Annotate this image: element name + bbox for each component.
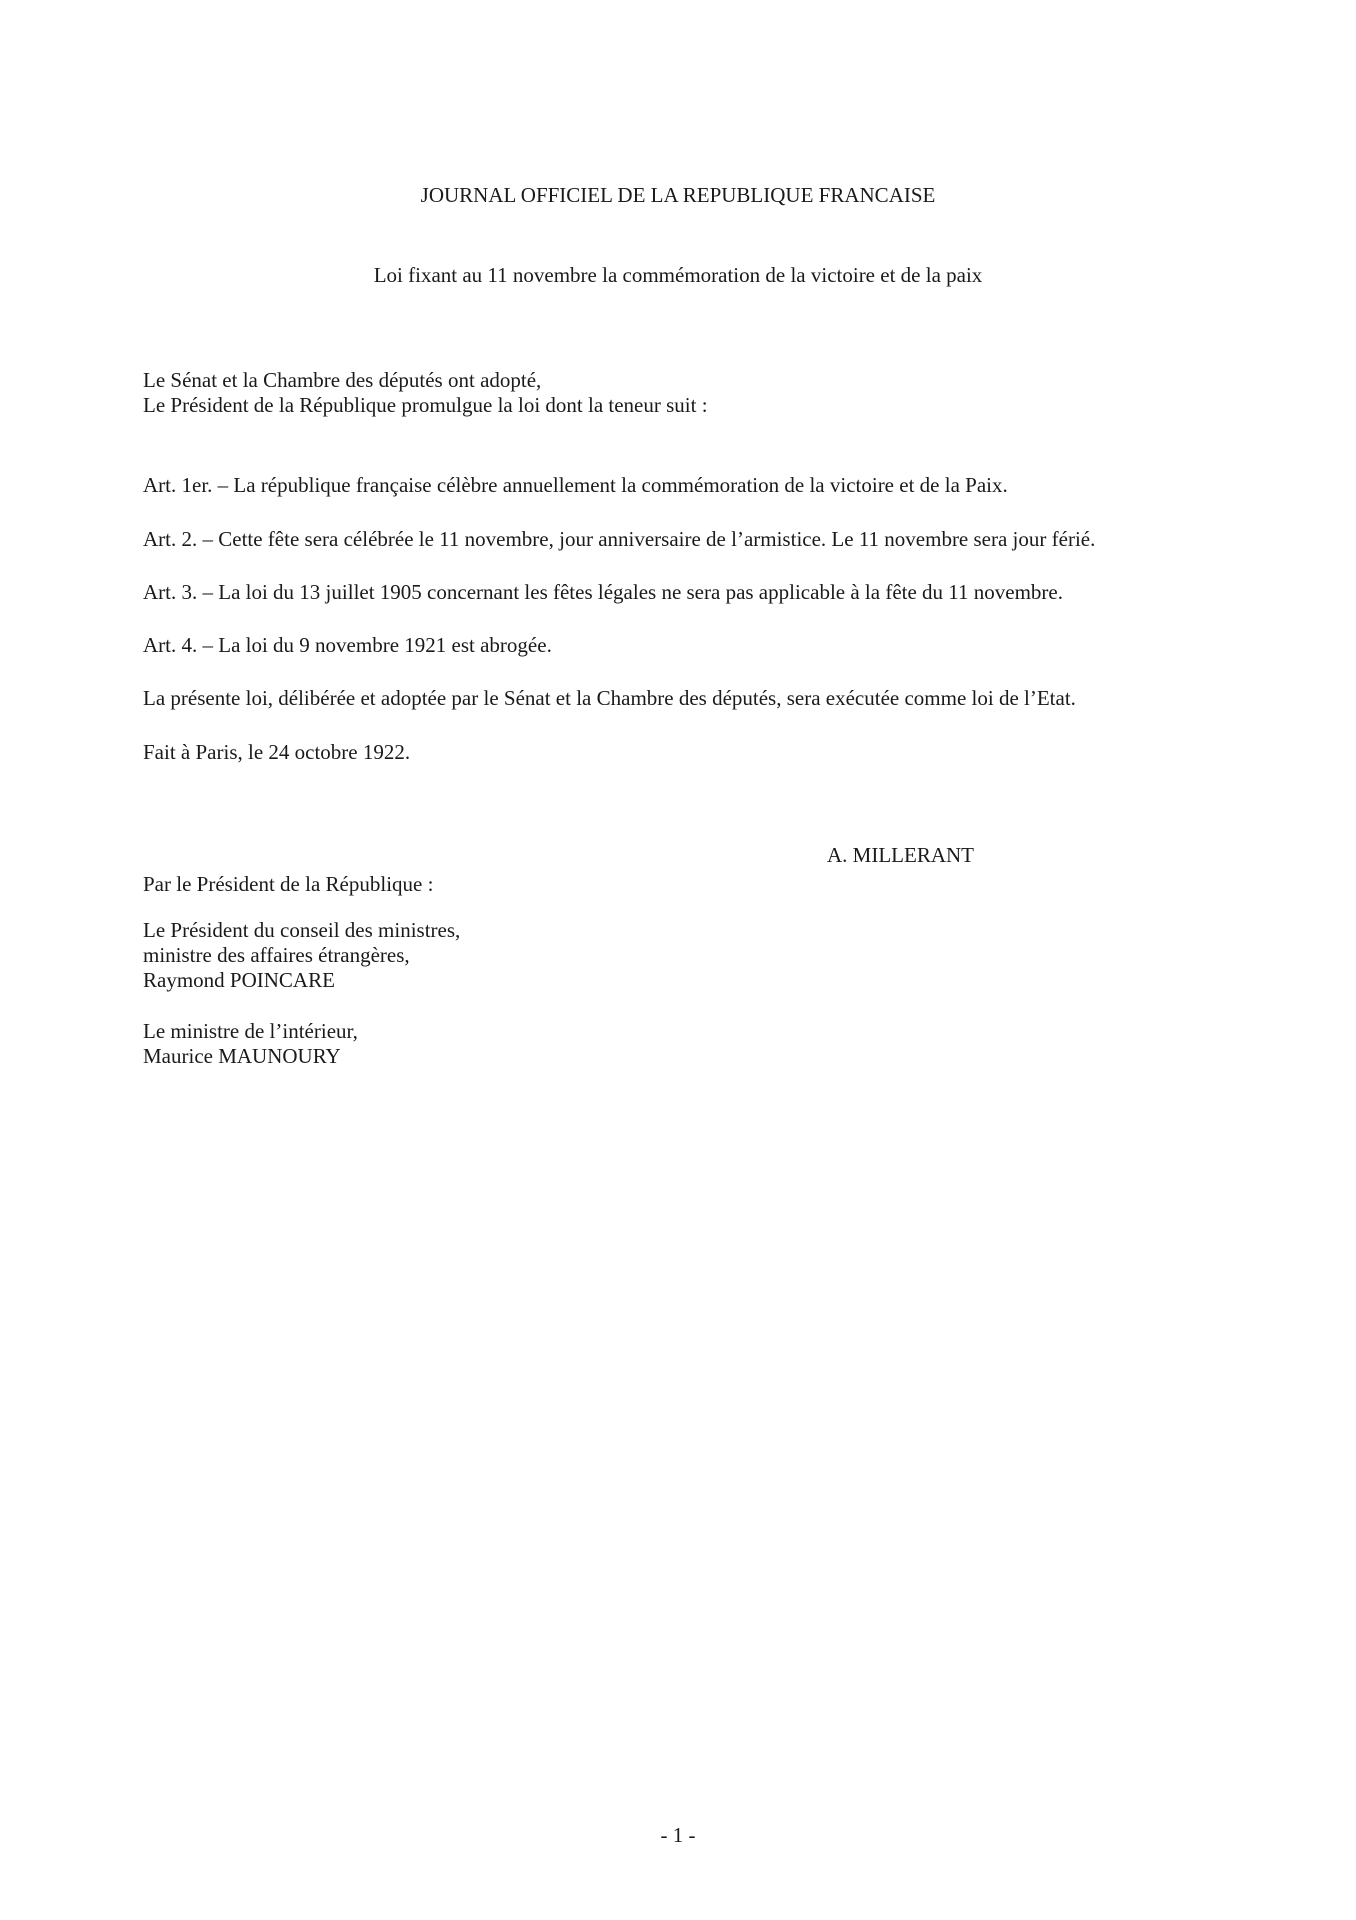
preamble-line-promulgation: Le Président de la République promulgue la loi dont la teneur suit : [143, 393, 708, 417]
interior-minister-signature [143, 1019, 358, 1069]
article-3: Art. 3. – La loi du 13 juillet 1905 concernant les fêtes légales ne sera pas applicable à la fête du 11 novembre. [143, 580, 1063, 604]
by-president-line: Par le Président de la République : [143, 872, 434, 896]
article-1: Art. 1er. – La république française célèbre annuellement la commémoration de la victoire et de la Paix. [143, 473, 1008, 497]
interior-minister-name: Maurice MAUNOURY [143, 1044, 341, 1068]
interior-minister-title: Le ministre de l’intérieur, [143, 1019, 358, 1043]
law-title: Loi fixant au 11 novembre la commémoration de la victoire et de la paix [373, 263, 983, 287]
execution-clause: La présente loi, délibérée et adoptée par le Sénat et la Chambre des députés, sera exécutée comme loi de l’Etat. [143, 686, 1076, 710]
council-president-name: Raymond POINCARE [143, 968, 335, 992]
journal-title: JOURNAL OFFICIEL DE LA REPUBLIQUE FRANCAISE [420, 183, 936, 207]
place-and-date: Fait à Paris, le 24 octobre 1922. [143, 740, 411, 764]
page-number: - 1 - [660, 1823, 696, 1847]
president-signature: A. MILLERANT [827, 843, 974, 867]
foreign-affairs-title: ministre des affaires étrangères, [143, 943, 410, 967]
council-president-title: Le Président du conseil des ministres, [143, 918, 461, 942]
preamble [143, 368, 708, 418]
article-4: Art. 4. – La loi du 9 novembre 1921 est abrogée. [143, 633, 552, 657]
preamble-line-adopted: Le Sénat et la Chambre des députés ont adopté, [143, 368, 542, 392]
council-president-signature [143, 918, 460, 993]
article-2: Art. 2. – Cette fête sera célébrée le 11 novembre, jour anniversaire de l’armistice. Le 11 novembre sera jour férié. [143, 527, 1096, 551]
